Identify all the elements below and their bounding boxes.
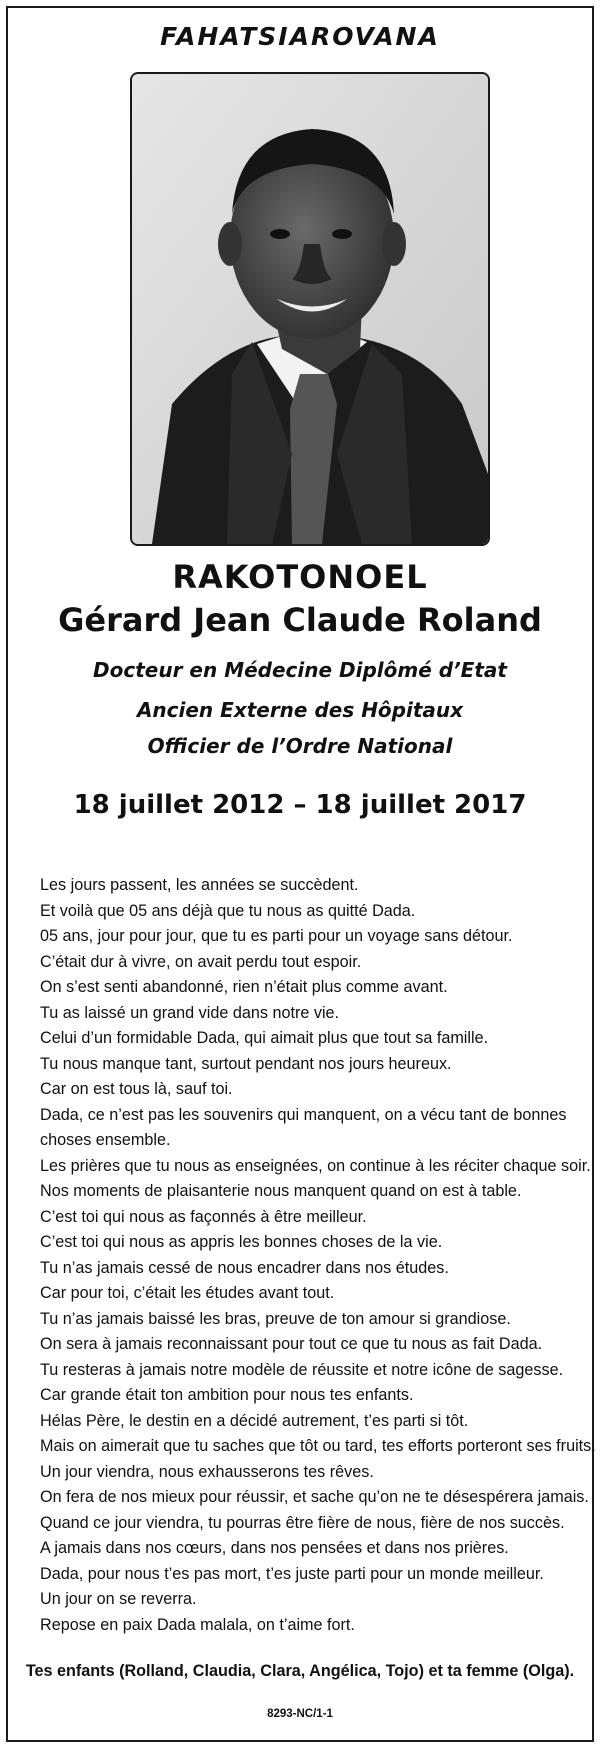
- poem-line: Tu as laissé un grand vide dans notre vie.: [40, 1003, 340, 1022]
- obituary-frame: [6, 6, 594, 1742]
- poem-line: A jamais dans nos cœurs, dans nos pensées et dans nos prières.: [40, 1539, 509, 1557]
- poem-line: Tu resteras à jamais notre modèle de réussite et notre icône de sagesse.: [40, 1360, 564, 1379]
- poem-line: Tu nous manque tant, surtout pendant nos jours heureux.: [40, 1054, 452, 1073]
- poem-line: On sera à jamais reconnaissant pour tout ce que tu nous as fait Dada.: [40, 1335, 543, 1353]
- surname: RAKOTONOEL: [172, 558, 428, 596]
- poem-line: 05 ans, jour pour jour, que tu es parti pour un voyage sans détour.: [40, 927, 513, 945]
- signature: Tes enfants (Rolland, Claudia, Clara, Angélica, Tojo) et ta femme (Olga).: [25, 1662, 575, 1680]
- poem-line: Celui d’un formidable Dada, qui aimait plus que tout sa famille.: [40, 1029, 489, 1047]
- portrait-photo: [130, 72, 490, 546]
- header-title: FAHATSIAROVANA: [160, 22, 440, 51]
- poem-line: Quand ce jour viendra, tu pourras être fière de nous, fière de nos succès.: [40, 1513, 565, 1532]
- poem-line: Un jour on se reverra.: [40, 1590, 197, 1608]
- poem-line: Car on est tous là, sauf toi.: [40, 1080, 233, 1098]
- poem-line: Nos moments de plaisanterie nous manquent quand on est à table.: [40, 1182, 522, 1200]
- given-names: Gérard Jean Claude Roland: [58, 601, 542, 639]
- title-doctor: Docteur en Médecine Diplômé d’Etat: [93, 658, 507, 682]
- poem-line: Hélas Père, le destin en a décidé autrement, t’es parti si tôt.: [40, 1411, 469, 1430]
- portrait-image: [132, 74, 488, 544]
- poem-line: Repose en paix Dada malala, on t’aime fort.: [40, 1615, 355, 1634]
- poem: [40, 873, 596, 1638]
- poem-line: choses ensemble.: [40, 1131, 171, 1149]
- poem-line: Car grande était ton ambition pour nous tes enfants.: [40, 1386, 414, 1404]
- poem-line: C’était dur à vivre, on avait perdu tout espoir.: [40, 952, 362, 971]
- title-extern: Ancien Externe des Hôpitaux: [136, 698, 464, 722]
- title-officer: Officier de l’Ordre National: [147, 734, 453, 758]
- poem-line: Dada, pour nous t’es pas mort, t’es juste parti pour un monde meilleur.: [40, 1564, 544, 1583]
- poem-line: Mais on aimerait que tu saches que tôt ou tard, tes efforts porteront ses fruits.: [40, 1437, 596, 1455]
- poem-line: Les prières que tu nous as enseignées, on continue à les réciter chaque soir.: [40, 1156, 591, 1175]
- reference-number: 8293-NC/1-1: [267, 1708, 333, 1720]
- poem-line: On s’est senti abandonné, rien n’était plus comme avant.: [40, 978, 448, 996]
- poem-line: Dada, ce n’est pas les souvenirs qui manquent, on a vécu tant de bonnes: [40, 1105, 567, 1124]
- poem-line: Tu n’as jamais baissé les bras, preuve de ton amour si grandiose.: [40, 1309, 511, 1328]
- poem-line: Tu n’as jamais cessé de nous encadrer dans nos études.: [40, 1258, 449, 1277]
- poem-line: On fera de nos mieux pour réussir, et sache qu’on ne te désespérera jamais.: [40, 1488, 589, 1506]
- poem-line: Car pour toi, c’était les études avant tout.: [40, 1284, 335, 1302]
- poem-line: Les jours passent, les années se succèdent.: [40, 876, 359, 894]
- poem-line: Et voilà que 05 ans déjà que tu nous as quitté Dada.: [40, 901, 416, 920]
- poem-line: C’est toi qui nous as appris les bonnes choses de la vie.: [40, 1233, 443, 1251]
- poem-line: Un jour viendra, nous exhausserons tes rêves.: [40, 1462, 374, 1481]
- poem-line: C’est toi qui nous as façonnés à être meilleur.: [40, 1207, 367, 1226]
- dates: 18 juillet 2012 – 18 juillet 2017: [73, 790, 527, 820]
